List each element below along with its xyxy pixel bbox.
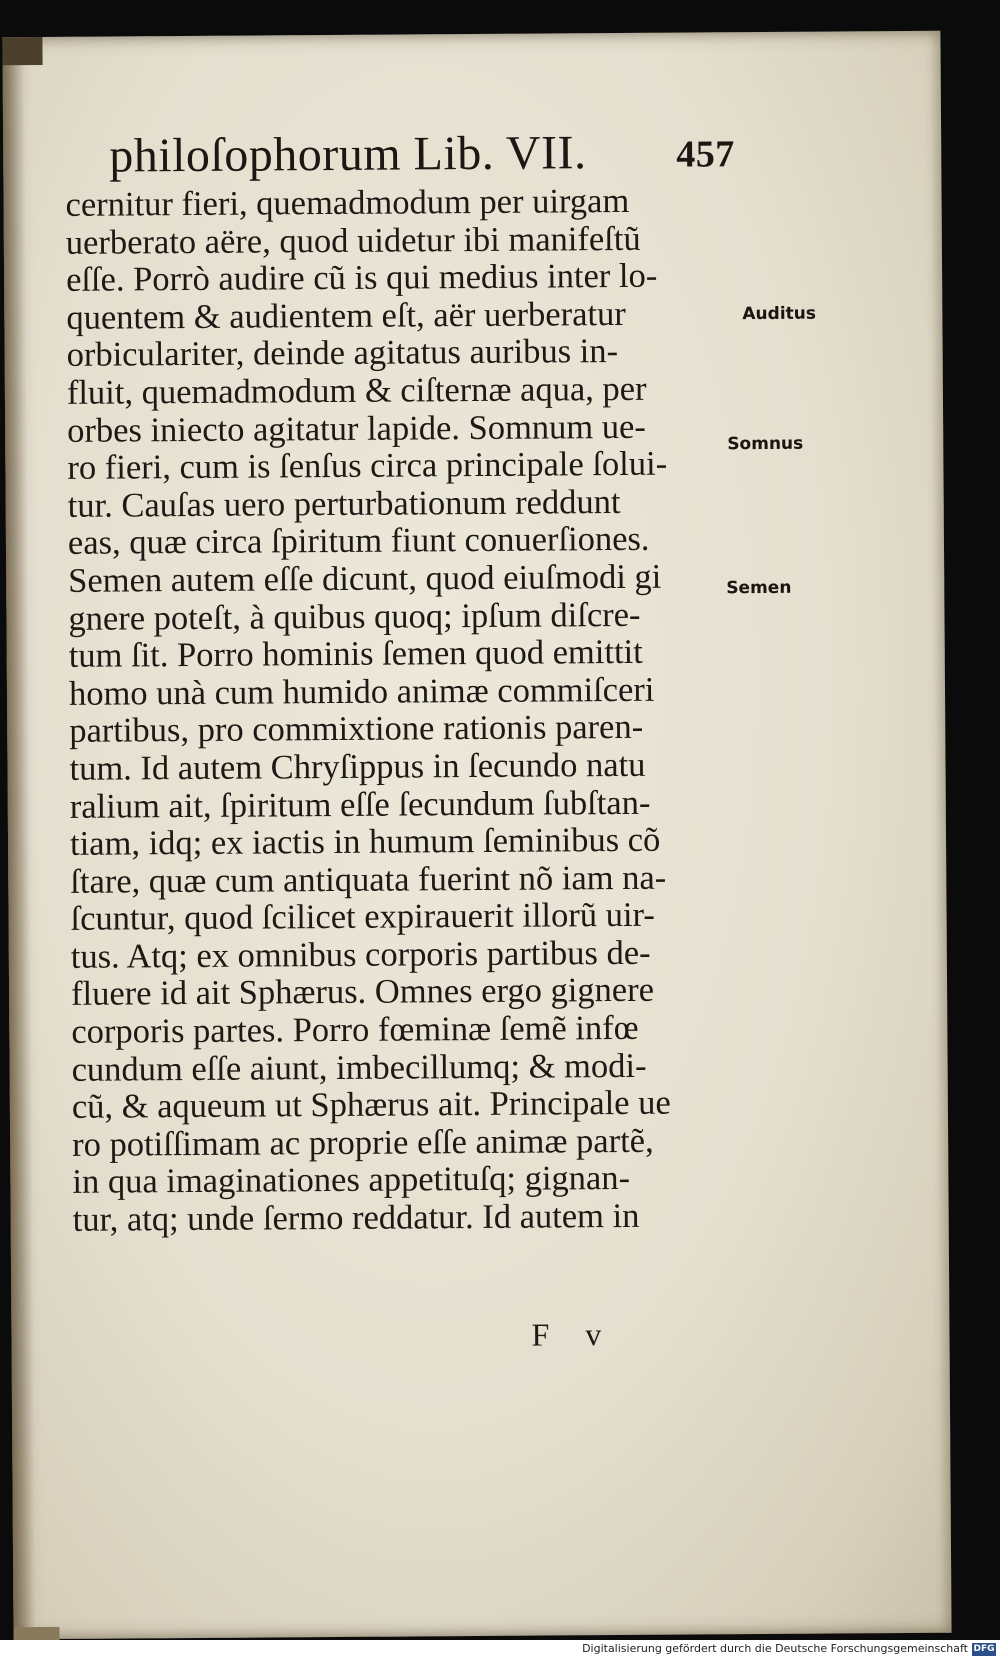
text-line: tur. Cauſas uero perturbationum reddunt <box>67 482 621 525</box>
text-line: ralium ait, ſpiritum eſſe ſecundum ſubſtan- <box>69 783 651 826</box>
text-line: cũ, & aqueum ut Sphærus ait. Principale ue <box>71 1083 671 1127</box>
text-line: eas, quæ circa ſpiritum fiunt conuerſiones. <box>67 520 650 563</box>
text-line: ſtare, quæ cum antiquata fuerint nõ iam na- <box>70 858 667 901</box>
dfg-logo: DFG <box>973 1644 995 1654</box>
text-line: homo unà cum humido animæ commiſceri <box>68 670 655 713</box>
signature-mark: F v <box>531 1316 616 1353</box>
text-line: in qua imaginationes appetituſq; gignan- <box>72 1159 631 1202</box>
marginal-note-auditus: Auditus <box>742 303 817 325</box>
text-line: cundum eſſe aiunt, imbecillumq; & modi- <box>71 1046 647 1089</box>
text-line: fluit, quemadmodum & ciſternæ aqua, per <box>66 369 647 412</box>
running-head-title: philoſophorum Lib. VII. <box>109 126 587 183</box>
footer-bar <box>0 1640 1000 1661</box>
running-head <box>109 124 749 183</box>
body-text <box>65 182 752 1239</box>
page-corner-top <box>2 37 42 65</box>
marginal-note-semen: Semen <box>726 577 792 599</box>
text-line: eſſe. Porrò audire cũ is qui medius inter lo- <box>65 256 658 300</box>
text-line: quentem & audientem eſt, aër uerberatur <box>66 294 626 337</box>
text-line: tur, atq; unde ſermo reddatur. Id autem in <box>72 1196 640 1239</box>
page-number: 457 <box>676 133 735 176</box>
text-line: orbiculariter, deinde agitatus auribus in- <box>66 332 619 375</box>
text-line: fluere id ait Sphærus. Omnes ergo gignere <box>70 971 655 1014</box>
text-line: ro fieri, cum is ſenſus circa principale ſolui- <box>67 444 668 488</box>
text-line: cernitur fieri, quemadmodum per uirgam <box>65 181 630 224</box>
book-page <box>2 31 951 1640</box>
marginal-note-somnus: Somnus <box>727 433 804 455</box>
text-line: Semen autem eſſe dicunt, quod eiuſmodi gi <box>68 557 662 600</box>
text-line: ro potiſſimam ac proprie eſſe animæ partẽ, <box>72 1121 654 1164</box>
text-line: tiam, idq; ex iactis in humum ſeminibus cõ <box>69 820 661 863</box>
text-line: tus. Atq; ex omnibus corporis partibus de- <box>70 933 651 976</box>
text-line: uerberato aëre, quod uidetur ibi manifeſtũ <box>65 219 641 262</box>
text-line: ſcuntur, quod ſcilicet expirauerit illorũ uir- <box>70 896 655 939</box>
text-line: corporis partes. Porro fœminæ ſemẽ infœ <box>71 1008 639 1051</box>
text-line: gnere poteſt, à quibus quoq; ipſum diſcre- <box>68 595 641 638</box>
text-line: orbes iniecto agitatur lapide. Somnum ue- <box>67 407 646 450</box>
text-line: tum. Id autem Chryſippus in ſecundo natu <box>69 745 646 788</box>
page-gutter <box>2 37 35 1639</box>
text-line: partibus, pro commixtione rationis paren- <box>69 708 644 751</box>
text-line: tum ſit. Porro hominis ſemen quod emittit <box>68 632 643 675</box>
funding-credit: Digitalisierung gefördert durch die Deutsche Forschungsgemeinschaft <box>582 1642 968 1655</box>
